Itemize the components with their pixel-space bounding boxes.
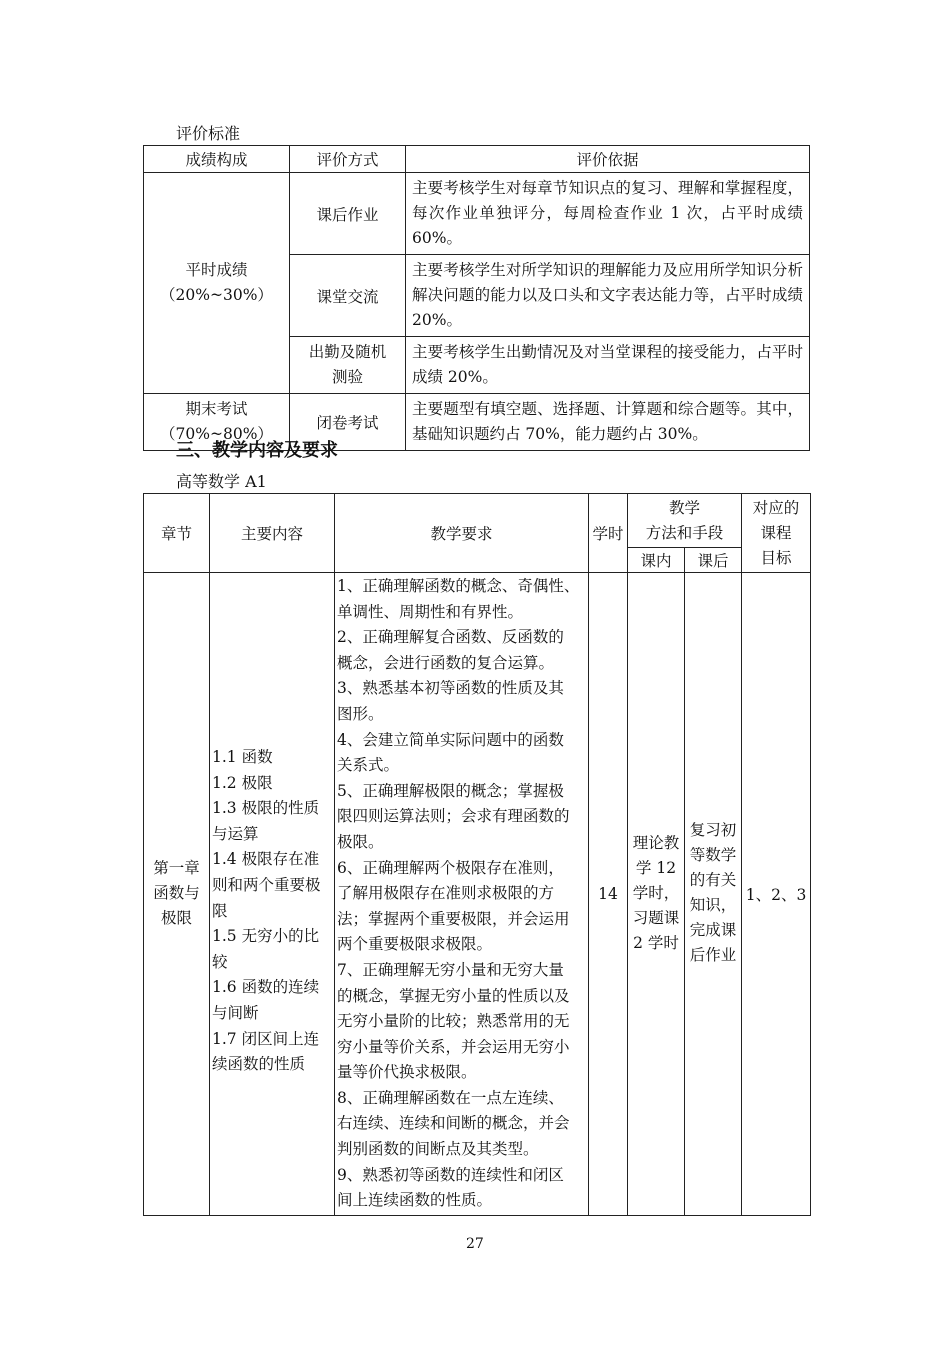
header-in-class: 课内 [628, 548, 685, 573]
header-after-class: 课后 [685, 548, 742, 573]
header-eval-basis: 评价依据 [406, 146, 810, 173]
basis-classroom: 主要考核学生对所学知识的理解能力及应用所学知识分析解决问题的能力以及口头和文字表达能力等，占平时成绩 20%。 [406, 255, 810, 337]
page-number: 27 [466, 1236, 484, 1252]
course-caption: 高等数学 A1 [176, 472, 267, 491]
header-chapter: 章节 [144, 494, 210, 573]
method-closed-book: 闭卷考试 [290, 394, 406, 451]
method-attendance: 出勤及随机 测验 [290, 337, 406, 394]
final-exam-label: 期末考试 [185, 400, 248, 418]
regular-score-range: （20%~30%） [160, 286, 273, 304]
header-requirements: 教学要求 [335, 494, 589, 573]
eval-row-homework [144, 173, 810, 255]
eval-caption: 评价标准 [176, 124, 241, 143]
chapter-cell: 第一章 函数与 极限 [144, 573, 210, 1216]
method-homework: 课后作业 [290, 173, 406, 255]
header-teaching-method: 教学 方法和手段 [628, 494, 742, 548]
main-content-cell: 1.1 函数 1.2 极限 1.3 极限的性质 与运算 1.4 极限存在准 则和两个重要极 限 1.5 无穷小的比 较 1.6 函数的连续 与间断 1.7 闭区间上连 续函数的性质 [210, 573, 335, 1216]
course-row-chapter-1 [144, 573, 811, 1216]
hours-cell: 14 [589, 573, 628, 1216]
course-table [143, 493, 811, 1216]
final-exam-range: （70%~80%） [160, 425, 273, 443]
basis-attendance: 主要考核学生出勤情况及对当堂课程的接受能力，占平时成绩 20%。 [406, 337, 810, 394]
header-eval-method: 评价方式 [290, 146, 406, 173]
eval-header-row [144, 146, 810, 173]
course-header-row-1 [144, 494, 811, 548]
course-target-cell: 1、2、3 [742, 573, 811, 1216]
method-classroom: 课堂交流 [290, 255, 406, 337]
section-heading: 三、教学内容及要求 [176, 440, 338, 461]
regular-score-label: 平时成绩 [185, 261, 248, 279]
header-main-content: 主要内容 [210, 494, 335, 573]
evaluation-table [143, 145, 810, 451]
after-class-cell: 复习初 等数学 的有关 知识， 完成课 后作业 [685, 573, 742, 1216]
regular-score-cell [144, 173, 290, 394]
in-class-cell: 理论教 学 12 学时， 习题课 2 学时 [628, 573, 685, 1216]
basis-final: 主要题型有填空题、选择题、计算题和综合题等。其中，基础知识题约占 70%，能力题约占 30%。 [406, 394, 810, 451]
header-hours: 学时 [589, 494, 628, 573]
header-score-composition: 成绩构成 [144, 146, 290, 173]
basis-homework: 主要考核学生对每章节知识点的复习、理解和掌握程度，每次作业单独评分，每周检查作业 1 次，占平时成绩 60%。 [406, 173, 810, 255]
requirements-cell: 1、正确理解函数的概念、奇偶性、 单调性、周期性和有界性。 2、正确理解复合函数、反函数的 概念，会进行函数的复合运算。 3、熟悉基本初等函数的性质及其 图形。 4、会建立简单实际问题中的函数 关系式。 5、正确理解极限的概念；掌握极 限四则运算法则；会求有理函数的 极限。 6、正确理解两个极限存在准则， 了解用极限存在准则求极限的方 法；掌握两个重要极限，并会运用 两个重要极限求极限。 7、正确理解无穷小量和无穷大量 的概念，掌握无穷小量的性质以及 无穷小量阶的比较；熟悉常用的无 穷小量等价关系，并会运用无穷小 量等价代换求极限。 8、正确理解函数在一点左连续、 右连续、连续和间断的概念，并会 判别函数的间断点及其类型。 9、熟悉初等函数的连续性和闭区 间上连续函数的性质。 [335, 573, 589, 1216]
header-course-target: 对应的 课程 目标 [742, 494, 811, 573]
